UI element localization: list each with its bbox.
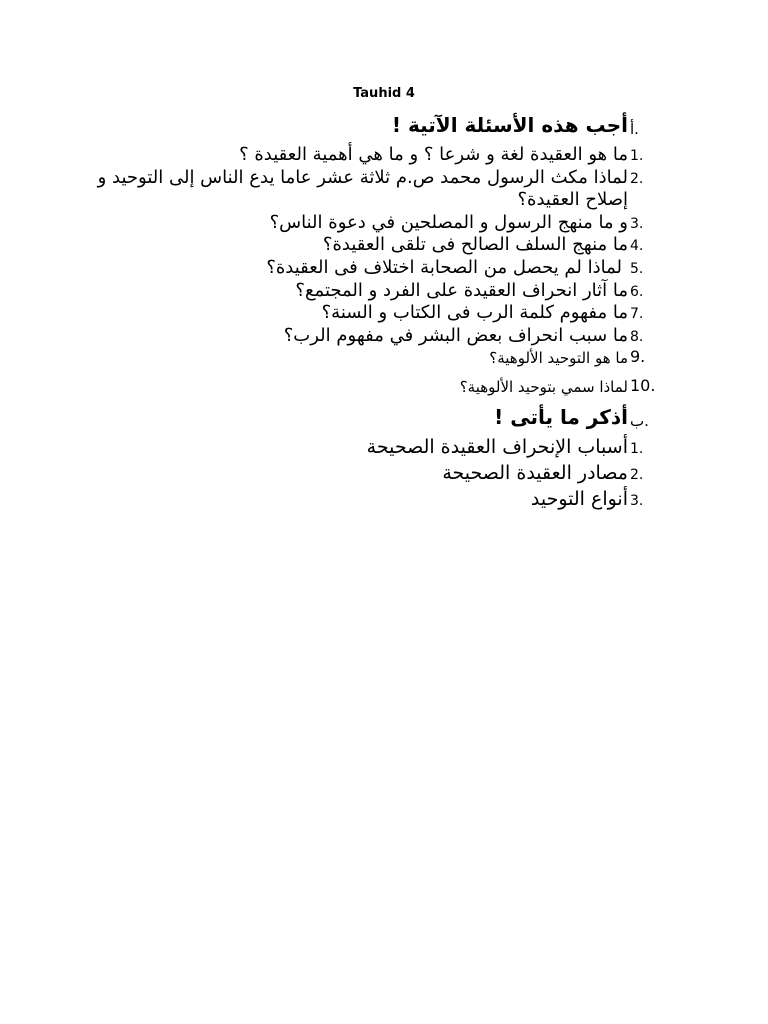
section-b-marker: ب. bbox=[630, 412, 649, 430]
list-item bbox=[80, 167, 670, 211]
list-item-text: أسباب الإنحراف العقيدة الصحيحة bbox=[366, 436, 628, 458]
list-item-text: ما مفهوم كلمة الرب فى الكتاب و السنة؟ bbox=[321, 302, 628, 323]
list-item bbox=[80, 144, 670, 166]
list-item bbox=[80, 376, 670, 398]
list-item-number: 5. bbox=[630, 261, 644, 277]
list-item-number: 3. bbox=[630, 493, 644, 509]
list-item-number: 2. bbox=[630, 171, 644, 187]
list-item-text: مصادر العقيدة الصحيحة bbox=[442, 462, 628, 484]
list-item-text: و ما منهج الرسول و المصلحين في دعوة الناس؟ bbox=[269, 212, 628, 233]
list-item-text: ما هو التوحيد الألوهية؟ bbox=[489, 349, 628, 367]
section-a-marker: أ. bbox=[630, 120, 639, 138]
list-item-text: ما منهج السلف الصالح فى تلقى العقيدة؟ bbox=[322, 234, 628, 255]
list-item-number: 1. bbox=[630, 148, 644, 164]
list-item-text: ما آثار انحراف العقيدة على الفرد و المجتمع؟ bbox=[295, 280, 628, 301]
list-item-text: لماذا لم يحصل من الصحابة اختلاف فى العقيدة؟ bbox=[266, 257, 622, 278]
list-item bbox=[80, 280, 670, 302]
section-a-title: أجب هذه الأسئلة الآتية ! bbox=[391, 113, 628, 137]
list-item bbox=[80, 234, 670, 256]
section-b-title: أذكر ما يأتى ! bbox=[494, 405, 628, 429]
document-title: Tauhid 4 bbox=[353, 86, 415, 101]
section-b-heading bbox=[80, 406, 670, 434]
list-item bbox=[80, 436, 670, 460]
list-item bbox=[80, 462, 670, 486]
list-item-number: 7. bbox=[630, 306, 644, 322]
list-item-text: لماذا مكث الرسول محمد ص.م ثلاثة عشر عاما يدع الناس إلى التوحيد و إصلاح العقيدة؟ bbox=[97, 167, 628, 210]
list-item bbox=[80, 347, 670, 369]
list-item-text: ما هو العقيدة لغة و شرعا ؟ و ما هي أهمية العقيدة ؟ bbox=[239, 144, 628, 165]
list-item-number: 10. bbox=[630, 376, 656, 395]
section-a-heading bbox=[80, 114, 670, 142]
list-item bbox=[80, 302, 670, 324]
list-item-number: 8. bbox=[630, 329, 644, 345]
list-item bbox=[80, 325, 670, 347]
list-item bbox=[80, 257, 670, 279]
list-item-number: 4. bbox=[630, 238, 644, 254]
list-item bbox=[80, 212, 670, 234]
list-item-number: 1. bbox=[630, 441, 644, 457]
list-item-number: 9. bbox=[630, 347, 646, 366]
list-item-text: أنواع التوحيد bbox=[530, 488, 628, 510]
list-item-text: لماذا سمي بتوحيد الألوهية؟ bbox=[459, 378, 628, 396]
list-item-number: 3. bbox=[630, 216, 644, 232]
list-item-number: 6. bbox=[630, 284, 644, 300]
list-item-text: ما سبب انحراف بعض البشر في مفهوم الرب؟ bbox=[283, 325, 628, 346]
list-item bbox=[80, 488, 670, 512]
list-item-number: 2. bbox=[630, 467, 644, 483]
